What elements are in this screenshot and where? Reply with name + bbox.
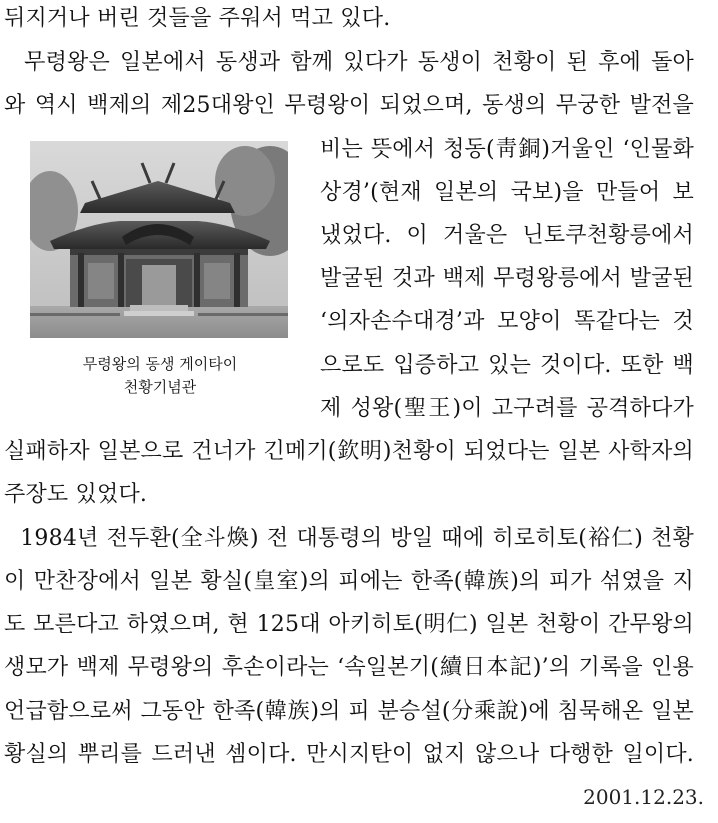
text-line-1: 뒤지거나 버린 것들을 주워서 먹고 있다. (4, 6, 391, 31)
text-line-12: 주장도 있었다. (4, 482, 148, 507)
text-line-3: 와 역시 백제의 제25대왕인 무령왕이 되었으며, 동생의 무궁한 발전을 (4, 93, 694, 118)
text-line-2: 무령왕은 일본에서 동생과 함께 있다가 동생이 천황이 된 후에 돌아 (4, 50, 694, 75)
text-line-10: 제 성왕(聖王)이 고구려를 공격하다가 (320, 396, 694, 421)
text-line-18: 황실의 뿌리를 드러낸 셈이다. 만시지탄이 없지 않으나 다행한 일이다. (4, 742, 694, 767)
photo-caption-line-1: 무령왕의 동생 게이타이 (82, 355, 238, 373)
text-line-6: 냈었다. 이 거울은 닌토쿠천황릉에서 (320, 223, 694, 248)
text-line-9: 으로도 입증하고 있는 것이다. 또한 백 (320, 353, 694, 378)
text-line-7: 발굴된 것과 백제 무령왕릉에서 발굴된 (320, 266, 694, 291)
text-line-11: 실패하자 일본으로 건너가 긴메기(欽明)천황이 되었다는 일본 사학자의 (4, 439, 694, 464)
memorial-hall-photo (30, 141, 288, 338)
text-line-14: 이 만찬장에서 일본 황실(皇室)의 피에는 한족(韓族)의 피가 섞였을 지 (4, 569, 694, 594)
photo-caption-line-2: 천황기념관 (123, 378, 197, 396)
text-line-5: 상경’(현재 일본의 국보)을 만들어 보 (320, 180, 694, 205)
text-line-16: 생모가 백제 무령왕의 후손이라는 ‘속일본기(續日本記)’의 기록을 인용 (4, 655, 694, 680)
publication-date: 2001.12.23. (583, 785, 704, 809)
text-line-4: 비는 뜻에서 청동(靑銅)거울인 ‘인물화 (320, 137, 694, 162)
text-line-13: 1984년 전두환(全斗煥) 전 대통령의 방일 때에 히로히토(裕仁) 천황 (4, 526, 694, 551)
text-line-15: 도 모른다고 하였으며, 현 125대 아키히토(明仁) 일본 천황이 간무왕의 (4, 612, 694, 637)
text-line-8: ‘의자손수대경’과 모양이 똑같다는 것 (320, 309, 694, 334)
text-line-17: 언급함으로써 그동안 한족(韓族)의 피 분승설(分乘說)에 침묵해온 일본 (4, 699, 694, 724)
